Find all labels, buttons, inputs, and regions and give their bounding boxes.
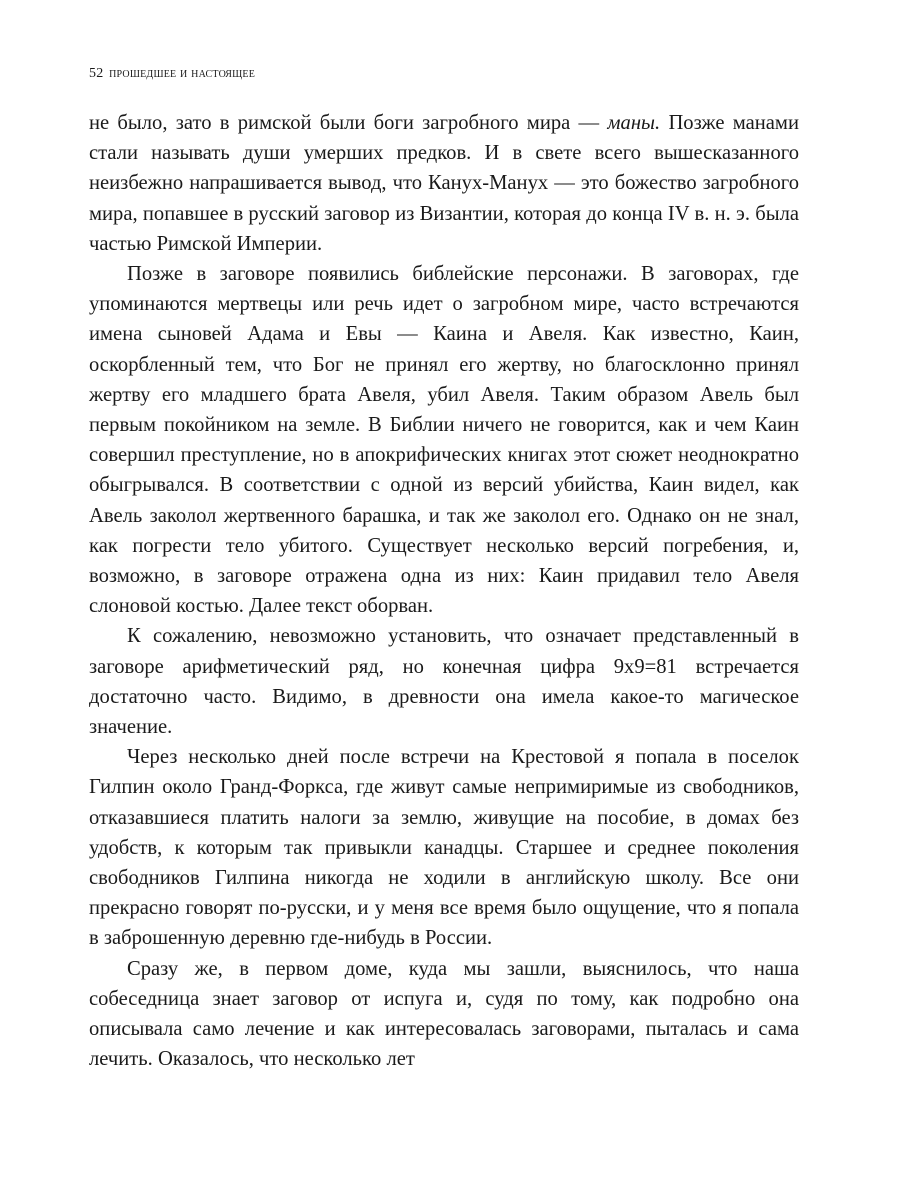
paragraph-2: Позже в заговоре появились библейские персонажи. В заговорах, где упоминаются мертвецы или речь идет о загробном мире, часто встречаются имена сыновей Адама и Евы — Каина и Авеля. Как известно, Каин, оскорбленный тем, что Бог не принял его жертву, но благосклонно принял жертву его младшего брата Авеля, убил Авеля. Таким образом Авель был первым покойником на земле. В Библии ничего не говорится, как и чем Каин совершил преступление, но в апокрифических книгах этот сюжет неоднократно обыгрывался. В соответствии с одной из версий убийства, Каин видел, как Авель заколол жертвенного барашка, и так же заколол его. Однако он не знал, как погрести тело убитого. Существует несколько версий погребения, и, возможно, в заговоре отражена одна из них: Каин придавил тело Авеля слоновой костью. Далее текст оборван.	[89, 263, 799, 618]
paragraph-1-end: Позже манами стали называть души умерших предков. И в свете всего вышесказанного неизбежно напрашивается вывод, что Канух-Манух — это божество загробного мира, попавшее в русский заговор из Византии, которая до конца IV в. н. э. была частью Римской Империи.	[89, 112, 799, 255]
page-number: 52	[89, 66, 104, 81]
paragraph-1	[89, 108, 799, 259]
running-header	[89, 66, 255, 82]
running-title: прошедшее и настоящее	[109, 66, 256, 81]
italic-term: маны.	[607, 112, 661, 134]
paragraph-4: Через несколько дней после встречи на Крестовой я попала в поселок Гилпин около Гранд-Форкса, где живут самые непримиримые из свободников, отказавшиеся платить налоги за землю, живущие на пособие, в домах без удобств, к которым так привыкли канадцы. Старшее и среднее поколения свободников Гилпина никогда не ходили в английскую школу. Все они прекрасно говорят по-русски, и у меня все время было ощущение, что я попала в заброшенную деревню где-нибудь в России.	[89, 746, 799, 950]
body-text	[89, 108, 799, 1075]
paragraph-5: Сразу же, в первом доме, куда мы зашли, выяснилось, что наша собеседница знает заговор от испуга и, судя по тому, как подробно она описывала само лечение и как интересовалась заговорами, пыталась и сама лечить. Оказалось, что несколько лет	[89, 957, 799, 1071]
paragraph-3: К сожалению, невозможно установить, что означает представленный в заговоре арифметический ряд, но конечная цифра 9x9=81 встречается достаточно часто. Видимо, в древности она имела какое-то магическое значение.	[89, 625, 799, 739]
paragraph-1-start: не было, зато в римской были боги загробного мира —	[89, 112, 608, 134]
